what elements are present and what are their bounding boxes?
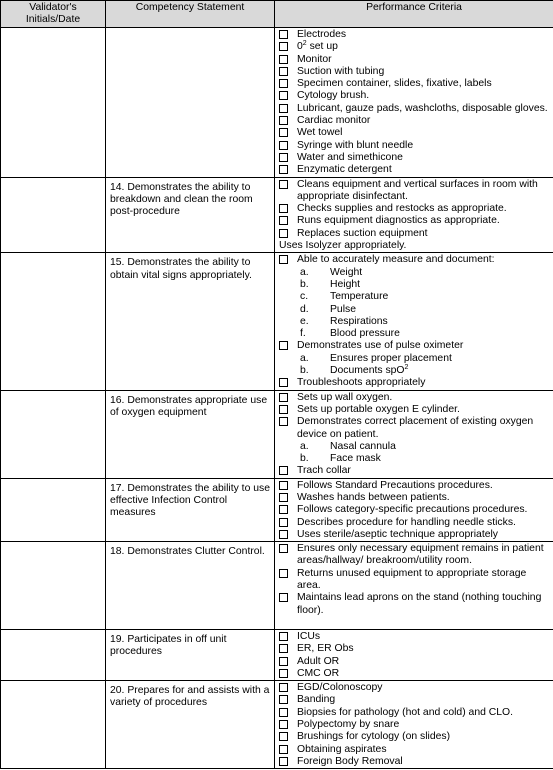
criteria-item — [279, 504, 550, 516]
criteria-text — [297, 41, 550, 53]
criteria-item — [279, 480, 550, 492]
criteria-text — [297, 492, 550, 504]
checkbox[interactable] — [279, 204, 288, 213]
criteria-text — [297, 215, 550, 227]
criteria-text — [297, 164, 550, 176]
criteria-item — [279, 215, 550, 227]
criteria-item — [279, 377, 550, 389]
criteria-item — [279, 517, 550, 529]
checkbox[interactable] — [279, 745, 288, 754]
checkbox[interactable] — [279, 393, 288, 402]
checkbox[interactable] — [279, 518, 288, 527]
competency-statement: 16. Demonstrates appropriate use of oxygen equipment — [106, 390, 275, 478]
criteria-item — [279, 416, 550, 441]
checkbox[interactable] — [279, 55, 288, 64]
checkbox[interactable] — [279, 165, 288, 174]
criteria-list — [278, 253, 550, 389]
criteria-item — [279, 164, 550, 176]
criteria-text — [297, 377, 550, 389]
criteria-item — [279, 203, 550, 215]
checkbox[interactable] — [279, 493, 288, 502]
criteria-item — [279, 592, 550, 617]
sub-item — [279, 267, 550, 279]
checkbox[interactable] — [279, 720, 288, 729]
sub-item-letter: b. — [300, 365, 309, 377]
sub-item-letter: f. — [300, 328, 306, 340]
performance-criteria-cell — [275, 253, 553, 390]
criteria-text — [297, 517, 550, 529]
table-body — [1, 28, 553, 769]
checkbox[interactable] — [279, 116, 288, 125]
criteria-item — [279, 392, 550, 404]
table-row — [1, 253, 553, 390]
competency-statement: 14. Demonstrates the ability to breakdown and clean the room post-procedure — [106, 177, 275, 253]
criteria-item — [279, 228, 550, 240]
sub-item-label: Pulse — [330, 303, 356, 315]
sub-item-text — [330, 365, 408, 377]
criteria-item — [279, 492, 550, 504]
checkbox[interactable] — [279, 30, 288, 39]
competency-statement: 19. Participates in off unit procedures — [106, 629, 275, 680]
criteria-label: Troubleshoots appropriately — [297, 377, 426, 389]
superscript: 2 — [302, 40, 307, 48]
checkbox[interactable] — [279, 569, 288, 578]
sub-item-text — [330, 328, 400, 340]
sub-item-letter: a. — [300, 440, 309, 452]
criteria-item — [279, 756, 550, 768]
checkbox[interactable] — [279, 104, 288, 113]
criteria-text — [297, 682, 550, 694]
competency-statement: 17. Demonstrates the ability to use effective Infection Control measures — [106, 478, 275, 541]
criteria-label: Checks supplies and restocks as appropriate. — [297, 203, 507, 215]
sub-item-letter: c. — [300, 291, 309, 303]
criteria-item — [279, 78, 550, 90]
criteria-item — [279, 140, 550, 152]
sub-item-letter: d. — [300, 303, 309, 315]
criteria-label: Follows Standard Precautions procedures. — [297, 479, 493, 491]
criteria-list — [278, 391, 550, 478]
sub-item — [279, 291, 550, 303]
criteria-text — [297, 152, 550, 164]
criteria-label: Cleans equipment and vertical surfaces in room with appropriate disinfectant. — [297, 178, 538, 202]
sub-item-label: Height — [330, 278, 361, 290]
criteria-item — [279, 707, 550, 719]
performance-criteria-cell — [275, 542, 553, 630]
checkbox[interactable] — [279, 216, 288, 225]
criteria-item — [279, 90, 550, 102]
criteria-list — [278, 178, 550, 253]
criteria-label: Lubricant, gauze pads, washcloths, disposable gloves. — [297, 102, 548, 114]
performance-criteria-cell — [275, 177, 553, 253]
criteria-item — [279, 103, 550, 115]
table-row — [1, 478, 553, 541]
criteria-text — [297, 254, 550, 266]
criteria-label: Obtaining aspirates — [297, 743, 387, 755]
criteria-item — [279, 731, 550, 743]
checkbox[interactable] — [279, 644, 288, 653]
performance-criteria-cell — [275, 629, 553, 680]
criteria-label: Electrodes — [297, 29, 347, 40]
criteria-label: Describes procedure for handling needle sticks. — [297, 516, 516, 528]
checkbox[interactable] — [279, 79, 288, 88]
criteria-label: Demonstrates correct placement of existing oxygen device on patient. — [297, 416, 534, 440]
performance-criteria-cell — [275, 478, 553, 541]
criteria-label: Water and simethicone — [297, 151, 403, 163]
criteria-text — [297, 592, 550, 617]
table-row — [1, 28, 553, 178]
criteria-label: CMC OR — [297, 667, 340, 679]
criteria-label: Returns unused equipment to appropriate storage area. — [297, 567, 527, 592]
criteria-label: Wet towel — [297, 127, 343, 139]
criteria-text — [297, 404, 550, 416]
sub-item-text — [330, 353, 452, 365]
checkbox[interactable] — [279, 544, 288, 553]
criteria-text — [297, 29, 550, 41]
criteria-item — [279, 115, 550, 127]
criteria-item — [279, 694, 550, 706]
criteria-text — [297, 731, 550, 743]
criteria-label: Trach collar — [297, 465, 351, 477]
criteria-text — [297, 529, 550, 541]
criteria-text — [297, 744, 550, 756]
sub-item-text — [330, 267, 362, 279]
criteria-label: Specimen container, slides, fixative, labels — [297, 78, 492, 90]
checkbox[interactable] — [279, 417, 288, 426]
checkbox[interactable] — [279, 378, 288, 387]
criteria-item — [279, 719, 550, 731]
criteria-label: Washes hands between patients. — [297, 491, 450, 503]
criteria-label: Sets up portable oxygen E cylinder. — [297, 403, 460, 415]
validator-initials-cell[interactable] — [1, 390, 106, 478]
header-competency: Competency Statement — [106, 1, 275, 28]
criteria-text — [297, 54, 550, 66]
criteria-text — [297, 140, 550, 152]
sub-item — [279, 304, 550, 316]
criteria-text — [297, 127, 550, 139]
checkbox[interactable] — [279, 530, 288, 539]
blank-line — [279, 617, 550, 629]
criteria-list — [278, 479, 550, 541]
criteria-text — [297, 480, 550, 492]
criteria-item — [279, 340, 550, 352]
criteria-label: Brushings for cytology (on slides) — [297, 731, 451, 743]
criteria-text — [297, 90, 550, 102]
checkbox[interactable] — [279, 153, 288, 162]
criteria-item — [279, 66, 550, 78]
checkbox[interactable] — [279, 180, 288, 189]
criteria-label-suffix: set up — [306, 41, 338, 53]
criteria-label: ER, ER Obs — [297, 643, 354, 655]
checkbox[interactable] — [279, 341, 288, 350]
sub-item — [279, 453, 550, 465]
competency-statement: 20. Prepares for and assists with a variety of procedures — [106, 681, 275, 769]
criteria-label: Able to accurately measure and document: — [297, 254, 495, 266]
checkbox[interactable] — [279, 67, 288, 76]
performance-criteria-cell — [275, 681, 553, 769]
criteria-note: Uses Isolyzer appropriately. — [279, 240, 407, 252]
sub-item-letter: b. — [300, 278, 309, 290]
sub-item-text — [330, 304, 356, 316]
checkbox[interactable] — [279, 128, 288, 137]
criteria-label: ICUs — [297, 630, 321, 642]
criteria-text — [297, 203, 550, 215]
checkbox[interactable] — [279, 405, 288, 414]
competency-statement: 15. Demonstrates the ability to obtain vital signs appropriately. — [106, 253, 275, 390]
criteria-label: Ensures only necessary equipment remains in patient areas/hallway/ breakroom/utility room. — [297, 543, 544, 567]
criteria-text — [297, 228, 550, 240]
checkbox[interactable] — [279, 481, 288, 490]
header-criteria: Performance Criteria — [275, 1, 553, 28]
checkbox[interactable] — [279, 669, 288, 678]
criteria-item — [279, 254, 550, 266]
checkbox[interactable] — [279, 141, 288, 150]
validator-initials-cell[interactable] — [1, 629, 106, 680]
table-row — [1, 542, 553, 630]
criteria-list — [278, 681, 550, 768]
sub-item-letter: b. — [300, 453, 309, 465]
criteria-text — [297, 668, 550, 680]
criteria-item — [279, 54, 550, 66]
competency-statement: 18. Demonstrates Clutter Control. — [106, 542, 275, 630]
checkbox[interactable] — [279, 255, 288, 264]
validator-initials-cell[interactable] — [1, 28, 106, 178]
checkbox[interactable] — [279, 593, 288, 602]
criteria-list — [278, 542, 550, 629]
criteria-item — [279, 643, 550, 655]
sub-item — [279, 279, 550, 291]
criteria-label: Biopsies for pathology (hot and cold) and CLO. — [297, 706, 514, 718]
criteria-label: Sets up wall oxygen. — [297, 391, 393, 403]
criteria-label: Uses sterile/aseptic technique appropriately — [297, 528, 498, 540]
criteria-label: Adult OR — [297, 655, 340, 667]
checkbox[interactable] — [279, 657, 288, 666]
sub-item-letter: a. — [300, 266, 309, 278]
criteria-label: Maintains lead aprons on the stand (nothing touching floor). — [297, 592, 542, 616]
validator-initials-cell[interactable] — [1, 177, 106, 253]
validator-initials-cell[interactable] — [1, 681, 106, 769]
sub-item — [279, 328, 550, 340]
checkbox[interactable] — [279, 708, 288, 717]
criteria-list — [278, 630, 550, 680]
criteria-item — [279, 744, 550, 756]
checkbox[interactable] — [279, 466, 288, 475]
criteria-item — [279, 465, 550, 477]
criteria-text — [297, 643, 550, 655]
header-row — [1, 1, 553, 28]
criteria-text — [297, 719, 550, 731]
criteria-text — [297, 465, 550, 477]
criteria-text — [297, 756, 550, 768]
performance-criteria-cell — [275, 390, 553, 478]
criteria-label: Follows category-specific precautions procedures. — [297, 504, 528, 516]
criteria-text — [297, 707, 550, 719]
performance-criteria-cell — [275, 28, 553, 178]
sub-item-letter: a. — [300, 352, 309, 364]
sub-item — [279, 316, 550, 328]
checkbox[interactable] — [279, 42, 288, 51]
criteria-item — [279, 631, 550, 643]
criteria-item — [279, 682, 550, 694]
criteria-item — [279, 41, 550, 53]
criteria-text — [297, 568, 550, 593]
table-row — [1, 177, 553, 253]
criteria-label: 0 — [297, 41, 303, 53]
header-validator: Validator's Initials/Date — [1, 1, 106, 28]
criteria-text — [297, 66, 550, 78]
criteria-label: EGD/Colonoscopy — [297, 682, 383, 694]
sub-item-label: Documents spO — [330, 365, 405, 377]
criteria-label: Polypectomy by snare — [297, 719, 400, 731]
criteria-item — [279, 568, 550, 593]
criteria-text — [297, 656, 550, 668]
sub-item-text — [330, 453, 381, 465]
sub-item-text — [330, 291, 388, 303]
criteria-item — [279, 179, 550, 204]
criteria-text — [297, 340, 550, 352]
validator-initials-cell[interactable] — [1, 478, 106, 541]
checkbox[interactable] — [279, 505, 288, 514]
criteria-label: Runs equipment diagnostics as appropriate. — [297, 215, 500, 227]
sub-item — [279, 365, 550, 377]
validator-initials-cell[interactable] — [1, 542, 106, 630]
checkbox[interactable] — [279, 91, 288, 100]
sub-item — [279, 353, 550, 365]
criteria-text — [297, 416, 550, 441]
competency-statement — [106, 28, 275, 178]
checkbox[interactable] — [279, 757, 288, 766]
criteria-label: Enzymatic detergent — [297, 164, 392, 176]
sub-item-text — [330, 279, 360, 291]
sub-item-text — [330, 441, 396, 453]
criteria-text — [297, 78, 550, 90]
criteria-label: Suction with tubing — [297, 65, 385, 77]
criteria-label: Banding — [297, 694, 336, 706]
sub-item-label: Blood pressure — [330, 328, 400, 340]
table-row — [1, 681, 553, 769]
criteria-text — [297, 631, 550, 643]
superscript: 2 — [404, 364, 409, 372]
sub-item-label: Ensures proper placement — [330, 352, 452, 364]
criteria-label: Monitor — [297, 53, 332, 65]
checkbox[interactable] — [279, 632, 288, 641]
sub-item-label: Weight — [330, 266, 363, 278]
criteria-item — [279, 127, 550, 139]
criteria-label: Demonstrates use of pulse oximeter — [297, 340, 464, 352]
criteria-label: Syringe with blunt needle — [297, 139, 414, 151]
criteria-label: Cardiac monitor — [297, 115, 371, 127]
validator-initials-cell[interactable] — [1, 253, 106, 390]
criteria-text — [297, 543, 550, 568]
table-row — [1, 390, 553, 478]
sub-item-label: Face mask — [330, 453, 381, 465]
criteria-label: Cytology brush. — [297, 90, 370, 102]
checkbox[interactable] — [279, 695, 288, 704]
sub-item-text — [330, 316, 388, 328]
criteria-text — [297, 115, 550, 127]
criteria-item — [279, 543, 550, 568]
sub-item-label: Temperature — [330, 291, 389, 303]
criteria-label: Replaces suction equipment — [297, 227, 428, 239]
checkbox[interactable] — [279, 229, 288, 238]
criteria-list — [278, 28, 550, 177]
criteria-item — [279, 404, 550, 416]
criteria-item — [279, 152, 550, 164]
sub-item-label: Respirations — [330, 315, 388, 327]
criteria-item — [279, 656, 550, 668]
criteria-text — [297, 392, 550, 404]
criteria-label: Foreign Body Removal — [297, 755, 403, 767]
criteria-item — [279, 529, 550, 541]
sub-item-letter: e. — [300, 315, 309, 327]
criteria-text — [297, 179, 550, 204]
checkbox[interactable] — [279, 683, 288, 692]
criteria-item — [279, 668, 550, 680]
checkbox[interactable] — [279, 732, 288, 741]
sub-item — [279, 441, 550, 453]
criteria-text — [297, 103, 550, 115]
criteria-item — [279, 29, 550, 41]
table-row — [1, 629, 553, 680]
criteria-text — [297, 504, 550, 516]
criteria-text — [297, 694, 550, 706]
sub-item-label: Nasal cannula — [330, 440, 396, 452]
